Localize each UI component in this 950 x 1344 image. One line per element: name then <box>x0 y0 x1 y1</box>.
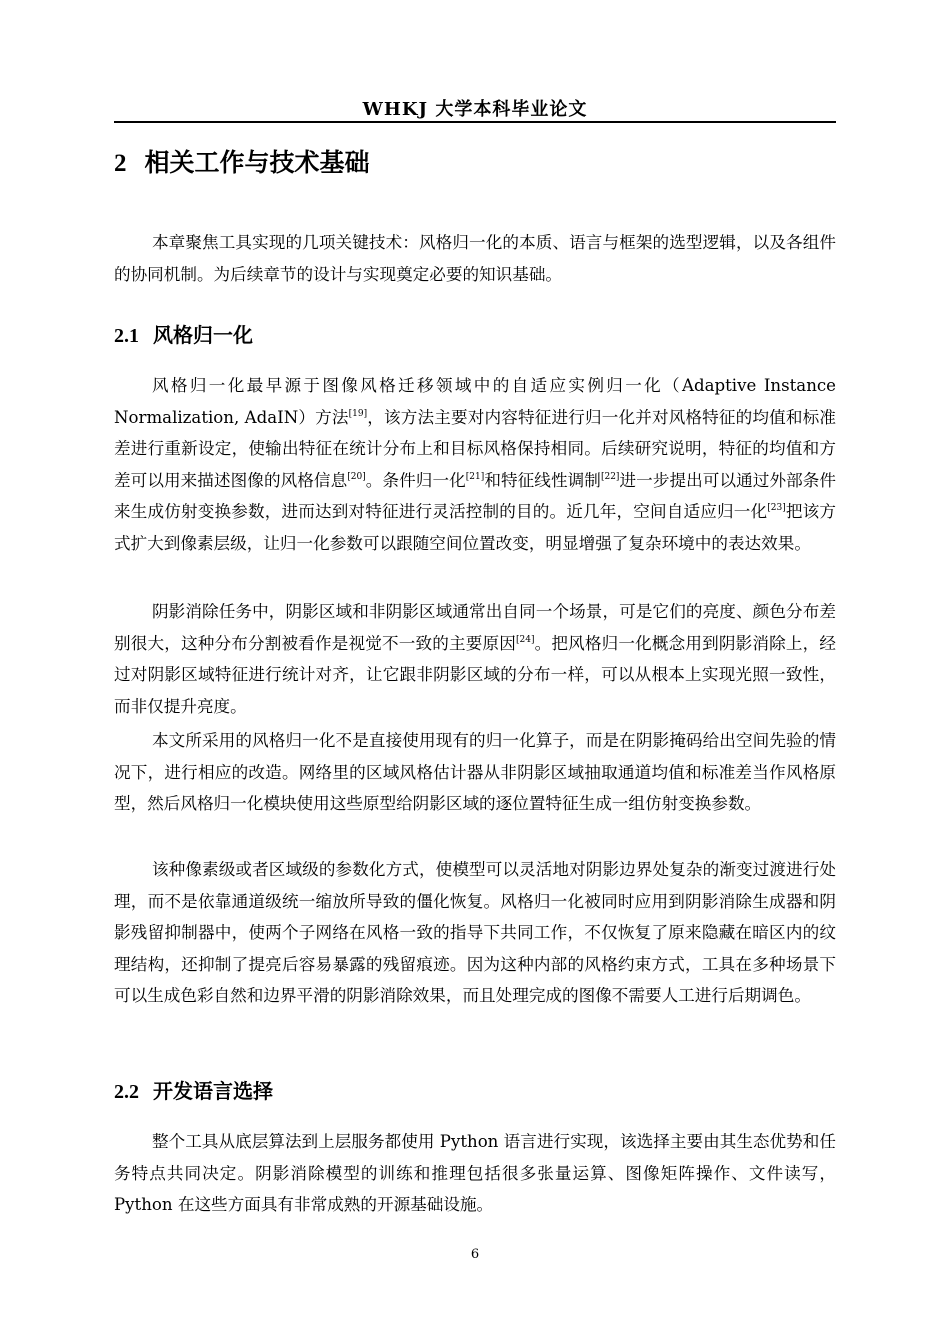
chapter-title <box>114 143 370 179</box>
intro-paragraph: 本章聚焦工具实现的几项关键技术：风格归一化的本质、语言与框架的选型逻辑，以及各组件的协同机制。为后续章节的设计与实现奠定必要的知识基础。 <box>114 233 836 284</box>
section-number: 2.1 <box>114 325 139 347</box>
text-run: 阴影消除任务中，阴影区域和非阴影区域通常出自同一个场景，可是它们的亮度、颜色分布差别很大，这种分布分割被看作是视觉不一致的主要原因 <box>114 602 836 653</box>
section-heading-2-1 <box>114 319 253 348</box>
section-title: 开发语言选择 <box>153 1079 273 1103</box>
paragraph-method: 本文所采用的风格归一化不是直接使用现有的归一化算子，而是在阴影掩码给出空间先验的情况下，进行相应的改造。网络里的区域风格估计器从非阴影区域抽取通道均值和标准差当作风格原型，然后风格归一化模块使用这些原型给阴影区域的逐位置特征生成一组仿射变换参数。 <box>114 731 836 814</box>
chapter-number: 2 <box>114 150 127 177</box>
paragraph-style-normalization-1 <box>114 370 836 560</box>
citation[interactable]: [23] <box>767 503 786 514</box>
citation[interactable]: [24] <box>516 634 535 645</box>
chapter-title-text: 相关工作与技术基础 <box>144 148 370 177</box>
text-run: 风格归一化最早源于图像风格迁移领域中的自适应实例归一化（Adaptive Instance Normalization, AdaIN）方法 <box>114 376 836 427</box>
section-title: 风格归一化 <box>153 323 253 347</box>
page-number: 6 <box>470 1247 480 1262</box>
header-rule <box>114 121 836 123</box>
text-run: 。把风格归一化概念用到阴影消除上，经过对阴影区域特征进行统计对齐，让它跟非阴影区域的分布一样，可以从根本上实现光照一致性，而非仅提升亮度。 <box>114 633 837 716</box>
citation[interactable]: [20] <box>347 471 366 482</box>
section-number: 2.2 <box>114 1081 139 1103</box>
paragraph-language-choice: 整个工具从底层算法到上层服务都使用 Python 语言进行实现，该选择主要由其生态优势和任务特点共同决定。阴影消除模型的训练和推理包括很多张量运算、图像矩阵操作、文件读写，Python 在这些方面具有非常成熟的开源基础设施。 <box>114 1132 836 1215</box>
page-header: WHKJ 大学本科毕业论文 <box>362 99 588 120</box>
text-run: 。条件归一化 <box>365 470 466 490</box>
citation[interactable]: [22] <box>600 471 620 482</box>
paragraph-shadow-removal <box>114 596 836 722</box>
text-run: ，该方法主要对内容特征进行归一化并对风格特征的均值和标准差进行重新设定，使输出特征在统计分布上和目标风格保持相同。后续研究说明，特征的均值和方差可以用来描述图像的风格信息 <box>114 407 836 490</box>
paragraph-parameterization: 该种像素级或者区域级的参数化方式，使模型可以灵活地对阴影边界处复杂的渐变过渡进行处理，而不是依靠通道级统一缩放所导致的僵化恢复。风格归一化被同时应用到阴影消除生成器和阴影残留抑制器中，使两个子网络在风格一致的指导下共同工作，不仅恢复了原来隐藏在暗区内的纹理结构，还抑制了提亮后容易暴露的残留痕迹。因为这种内部的风格约束方式，工具在多种场景下可以生成色彩自然和边界平滑的阴影消除效果，而且处理完成的图像不需要人工进行后期调色。 <box>114 860 836 1006</box>
section-heading-2-2 <box>114 1075 273 1104</box>
text-run: 和特征线性调制 <box>484 470 601 490</box>
text-run: 把该方式扩大到像素层级，让归一化参数可以跟随空间位置改变，明显增强了复杂环境中的表达效果。 <box>114 502 837 553</box>
citation[interactable]: [21] <box>465 471 485 482</box>
citation[interactable]: [19] <box>348 408 368 419</box>
text-run: 进一步提出可以通过外部条件来生成仿射变换参数，进而达到对特征进行灵活控制的目的。近几年，空间自适应归一化 <box>114 470 837 522</box>
